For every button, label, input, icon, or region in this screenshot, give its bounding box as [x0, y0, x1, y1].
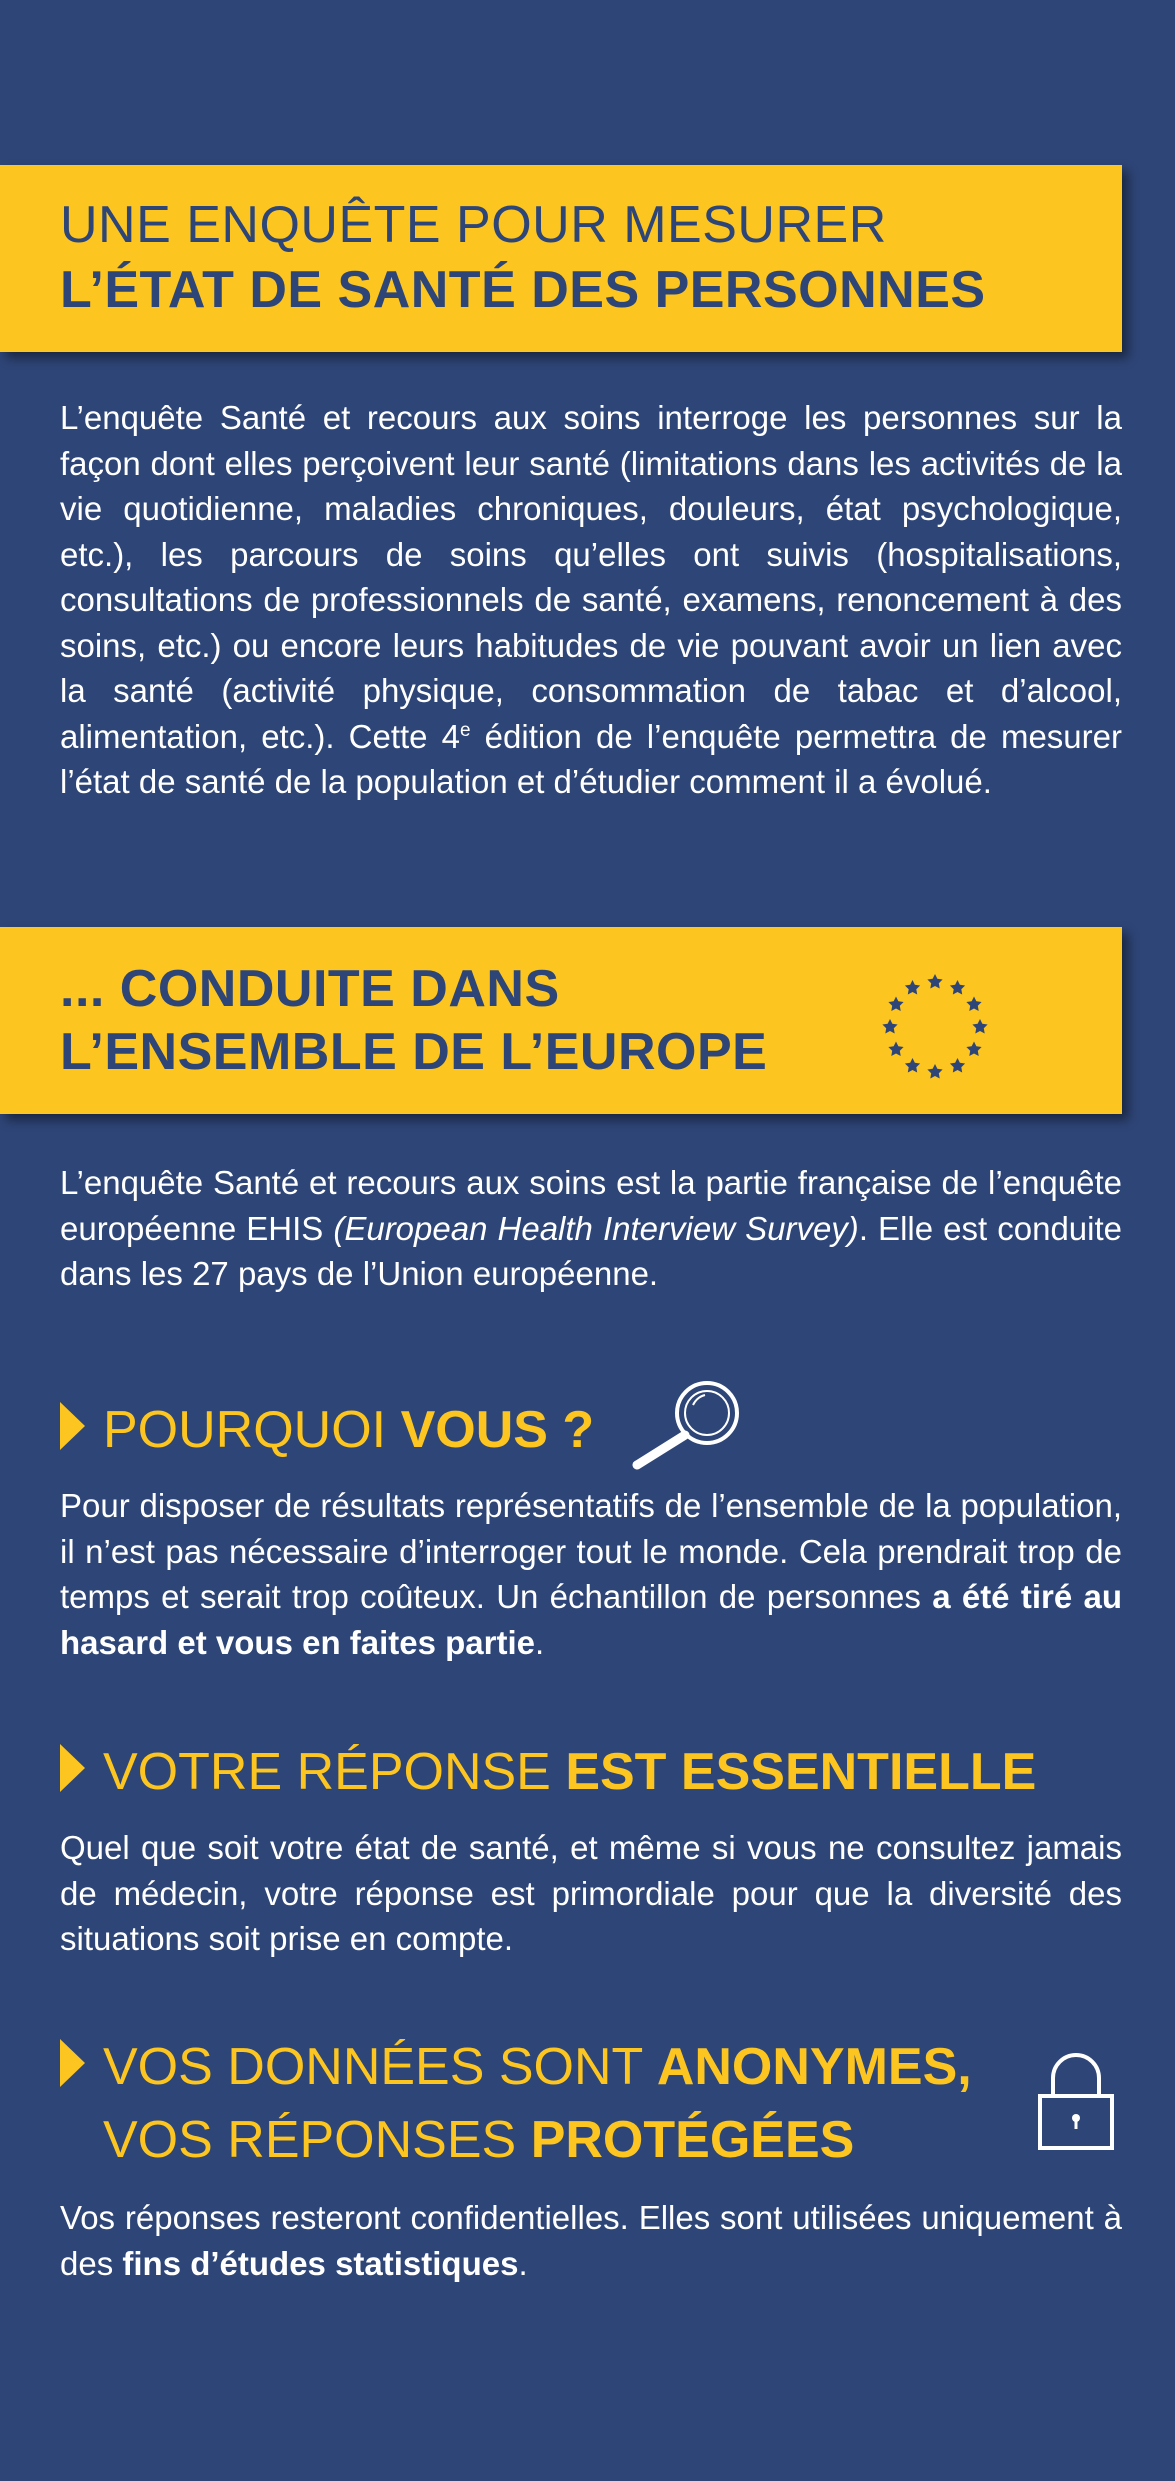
- section2-title-line2: L’ENSEMBLE DE L’EUROPE: [60, 1023, 768, 1081]
- section1-body: L’enquête Santé et recours aux soins interroge les personnes sur la façon dont elles perçoivent leur santé (limitations dans les activités de la vie quotidienne, maladies chroniques, douleurs, état psychologique, etc.), les parcours de soins qu’elles ont suivis (hospitalisations, consultations de professionnels de santé, examens, renoncement à des soins, etc.) ou encore leurs habitudes de vie pouvant avoir un lien avec la santé (activité physique, consommation de tabac et d’alcool, alimentation, etc.). Cette 4e édition de l’enquête permettra de mesurer l’état de santé de la population et d’étudier comment il a évolué.: [60, 399, 1122, 800]
- section2-body: L’enquête Santé et recours aux soins est la partie française de l’enquête européenne EHIS (European Health Interview Survey). Elle est conduite dans les 27 pays de l’Union européenne.: [60, 1164, 1123, 1292]
- padlock-icon: [1035, 2048, 1117, 2153]
- chevron-right-icon: [60, 1744, 85, 1792]
- section4-title: VOTRE RÉPONSE EST ESSENTIELLE: [103, 1743, 1037, 1801]
- section5-title-line2: VOS RÉPONSES PROTÉGÉES: [103, 2111, 855, 2169]
- section1-title-line1: UNE ENQUÊTE POUR MESURER: [60, 196, 887, 254]
- section1-banner: [0, 165, 1122, 352]
- chevron-right-icon: [60, 2039, 85, 2087]
- magnifier-icon: [625, 1375, 750, 1470]
- section3-body: Pour disposer de résultats représentatifs de l’ensemble de la population, il n’est pas nécessaire d’interroger tout le monde. Cela prendrait trop de temps et serait trop coûteux. Un échantillon de personnes a été tiré au hasard et vous en faites partie.: [60, 1487, 1122, 1661]
- section2-title-line1: ... CONDUITE DANS: [60, 960, 560, 1018]
- section3-title: POURQUOI VOUS ?: [103, 1401, 595, 1459]
- chevron-right-icon: [60, 1402, 85, 1450]
- section5-body: Vos réponses resteront confidentielles. Elles sont utilisées uniquement à des fins d’études statistiques.: [60, 2199, 1122, 2282]
- section2-banner: [0, 927, 1122, 1114]
- eu-stars-icon: [870, 962, 1000, 1092]
- section1-title-line2: L’ÉTAT DE SANTÉ DES PERSONNES: [60, 261, 986, 319]
- section4-body: Quel que soit votre état de santé, et même si vous ne consultez jamais de médecin, votre réponse est primordiale pour que la diversité des situations soit prise en compte.: [60, 1829, 1122, 1957]
- section5-title-line1: VOS DONNÉES SONT ANONYMES,: [103, 2038, 972, 2096]
